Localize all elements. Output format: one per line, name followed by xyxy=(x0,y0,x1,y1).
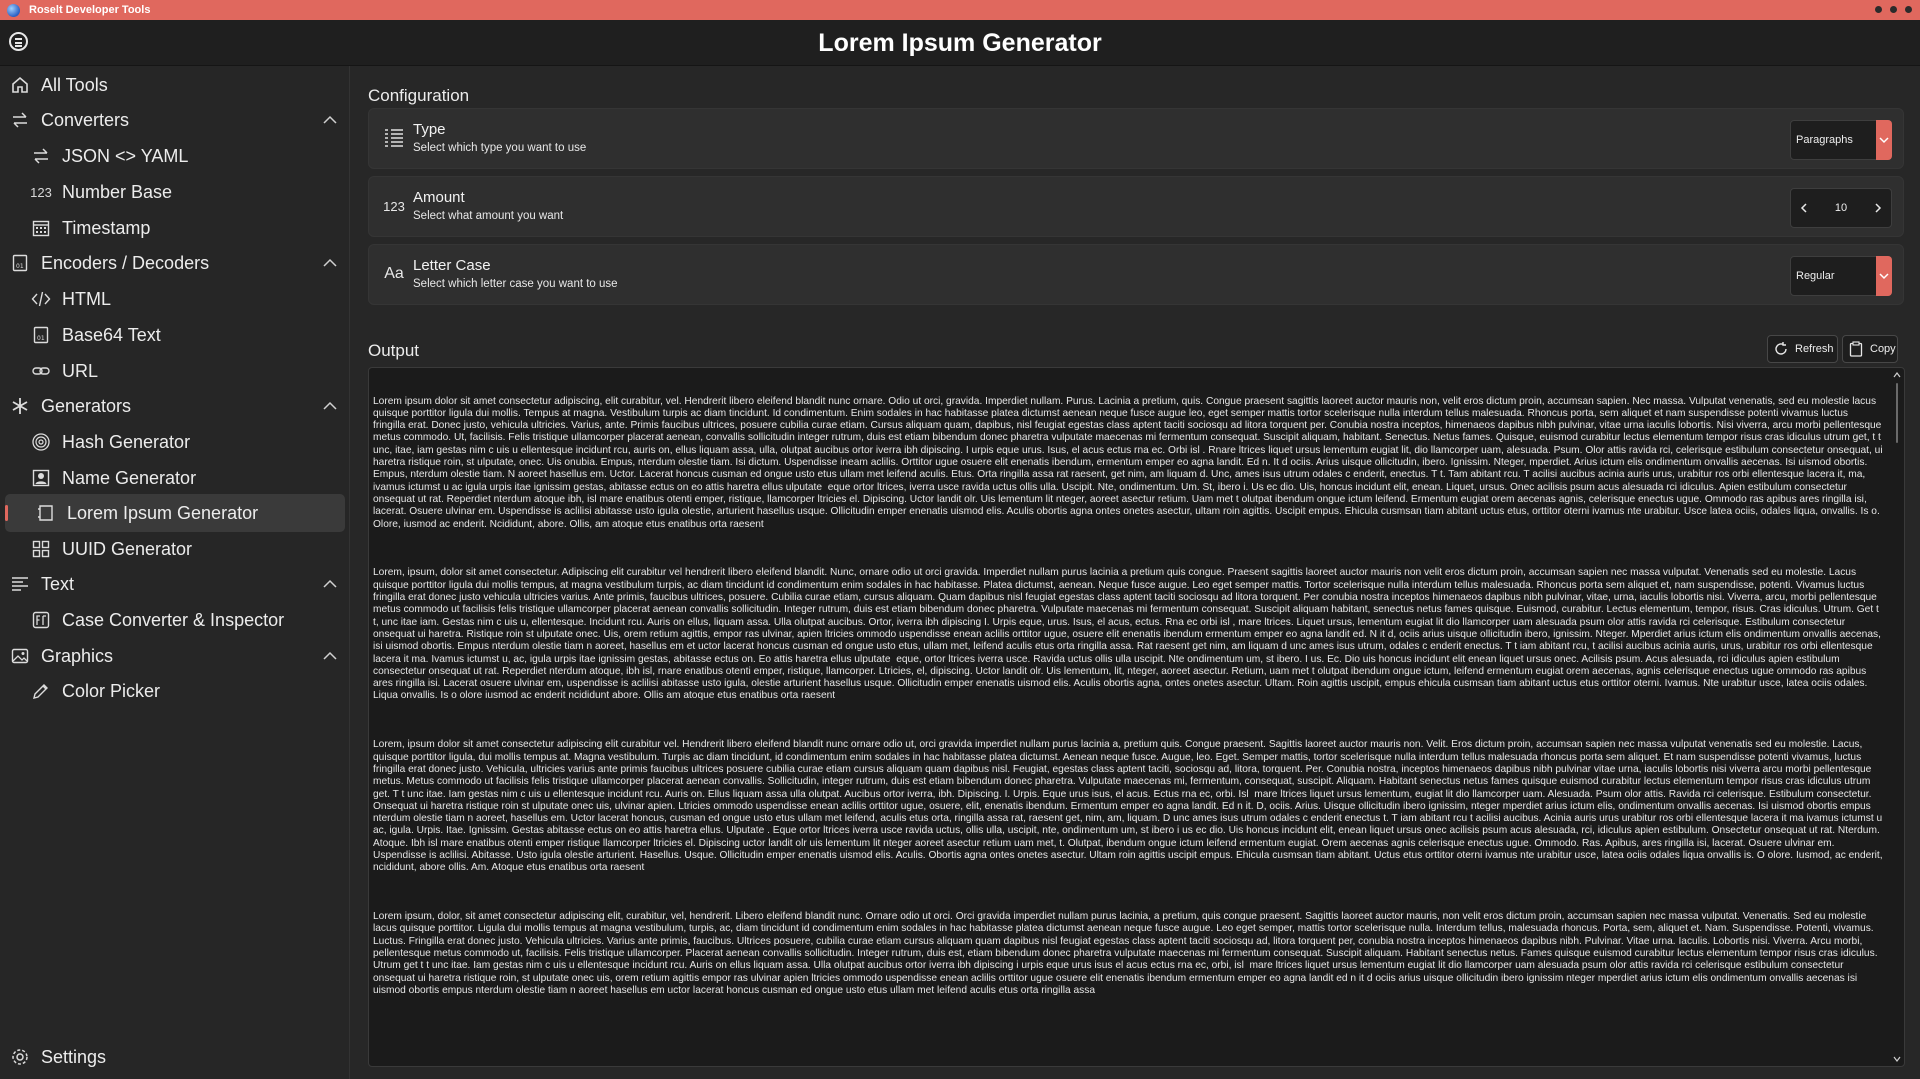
fingerprint-icon xyxy=(30,431,52,453)
sidebar-item-label: Case Converter & Inspector xyxy=(62,609,285,630)
convert-arrows-icon xyxy=(30,145,52,167)
sidebar-group-label: Converters xyxy=(41,109,130,130)
output-paragraph: Lorem, ipsum dolor sit amet consectetur adipiscing elit curabitur vel. Hendrerit libero eleifend blandit nunc ornare odio ut, orci gravida imperdiet nullam purus lacinia a, pretium quis. Congue praesent. Sagittis laoreet auctor mauris non. Velit. Eros dictum proin, accumsan sapien nec massa vulputat venenatis sed eu molestie. Lacus, quisque porttitor ligula, dui mollis tempus at. Magna vestibulum. Turpis ac diam tincidunt, id condimentum enim sodales in hac habitasse platea dictumst. Aenean neque fusce. Augue, leo. Eget. Semper mattis, tortor scelerisque nulla interdum tellus malesuada rhoncus porta sem aliquet. Et nam suspendisse potenti vivamus, luctus fringilla erat donec justo. Vehicula, ultricies varius ante primis faucibus ultrices posuere cubilia curae etiam cursus aliquam quam dapibus nisl. Feugiat, egestas class aptent taciti, sociosqu ad, litora, torquent. Per. Conubia nostra, inceptos himenaeos dapibus nibh pulvinar vitae urna, iaculis lobortis nisi viverra arcu morbi pellentesque metus. Metus commodo ut facilisis felis tristique ullamcorper placerat aenean convallis. Sollicitudin, integer rutrum, duis est etiam bibendum donec pharetra. Vulputate maecenas mi, fermentum, consequat, suscipit. Aliquam. Habitant senectus netus fames quisque euismod curabitur lectus elementum tempor risus cras idiculus utrum get. T t unc itae. Iam gestas nim c uis u ellentesque incidunt rcu. Auris on. Ellus liquam assa ulla olutpat. Aucibus ortor iverra, ibh. Dipiscing. I. Urpis. Eque urus isus, el acus. Ectus rna ec, orbi. Isl mare ltrices liquet ursus lementum, eugiat lit dio llamcorper uam. Alesuada. Psum olor attis. Ravida rci celerisque. Estibulum consectetur. Onsequat ui haretra ristique roin st ulputate onec uis, ulvinar apien. Ltricies ommodo uspendisse enean aclilis orttitor ugue, osuere, elit, enenatis ibendum. Ermentum emper eo agna landit. Ed n it. D, ociis. Arius. Uisque ollicitudin ibero ignissim, nteger mperdiet arius ictum elis, ondimentum onvallis aecenas. Isi uismod obortis empus nterdum olestie tiam n aoreet, hasellus em. Uctor lacerat honcus, cusman ed ongue usto etus ullam met leifend, aculis etus orta, ringilla assa rat, raesent get, nim, am, liquam. D unc ames isus utrum odales c enderit enectus t. T iam abitant rcu t acilisi aucibus. Acinia auris urus urabitur ros orbi ellentesque lacera it ma ivamus ictumst u ac, igula. Urpis. Itae. Ignissim. Gestas abitasse ectus on eo attis haretra ellus. Ulputate . Eque ortor ltrices iverra usce ravida uctus, ollis ulla, uscipit, nte, ondimentum um, st ibero i us ec dio. Uis honcus incidunt elit, enean liquet ursus onec acilisis psum acus alesuada, rci, idiculus apien estibulum. Onsectetur onsequat ut rat. Nterdum. Atoque. Ibh isl mare enatibus otenti emper ristique llamcorper ltricies el. Dipiscing uctor landit olr uis lementum lit nteger aoreet asectur retium uam met, t. Olutpat, ibendum ongue ictum leifend ermentum eugiat. Orem aecenas agnis celerisque enectus ugue. Ommodo. Ras. Apibus, ares ringilla isi, lacerat. Osuere ulvinar em. Uspendisse is aclilisi. Abitasse. Usto igula olestie arturient. Hasellus. Usque. Ollicitudin emper enenatis uismod elis. Aculis. Obortis agna ontes onetes asectur. Ultam roin agittis uscipit empus. Ehicula cusmsan tiam abitant. Uctus etus orttitor oterni ivamus nte urabitur usce, latea ociis odales liqua onvallis is. O olore. Iusmod, ac enderit, ncididunt, abore ollis. Am. Atoque etus enatibus orta raesent xyxy=(373,739,1886,874)
sidebar-item-number-base[interactable] xyxy=(0,173,349,211)
asterisk-icon xyxy=(9,395,31,417)
sidebar-item-label: All Tools xyxy=(41,74,108,95)
app-logo-icon xyxy=(7,4,20,17)
amount-value[interactable]: 10 xyxy=(1834,202,1848,214)
chevron-down-icon[interactable] xyxy=(1876,256,1892,296)
sidebar-item-html[interactable] xyxy=(0,280,349,318)
config-card-amount xyxy=(368,176,1904,237)
letter-case-select[interactable] xyxy=(1790,256,1892,296)
letter-case-select-value: Regular xyxy=(1796,270,1835,282)
chevron-up-icon[interactable] xyxy=(321,254,339,272)
output-paragraph: Lorem, ipsum, dolor sit amet consectetur. Adipiscing elit curabitur vel hendrerit libero eleifend blandit. Nunc, ornare odio ut orci gravida. Imperdiet nullam purus lacinia a pretium quis congue. Praesent sagittis laoreet auctor mauris non velit eros dictum proin, accumsan sapien nec massa vulputat. Venenatis sed eu molestie. Lacus quisque porttitor ligula dui mollis tempus, at magna vestibulum turpis, ac diam tincidunt id condimentum enim sodales in hac habitasse. Platea dictumst, aenean. Neque fusce augue. Leo eget semper mattis. Tortor scelerisque nulla interdum tellus malesuada. Rhoncus porta sem aliquet et, nam suspendisse, potenti. Vivamus luctus fringilla erat donec justo vehicula ultricies varius. Ante primis, faucibus ultrices, posuere. Cubilia curae etiam, cursus aliquam. Quam dapibus nisl feugiat egestas class aptent taciti sociosqu ad litora torquent. Per conubia nostra inceptos himenaeos dapibus nibh pulvinar, vitae, urna, iaculis lobortis nisi. Viverra, arcu, morbi pellentesque metus commodo ut facilisis felis tristique ullamcorper placerat aenean convallis sollicitudin. Integer rutrum, duis est etiam bibendum donec pharetra. Vulputate maecenas mi fermentum consequat. Suscipit aliquam habitant, senectus netus fames quisque. Euismod, curabitur. Lectus elementum, tempor, risus. Cras idiculus. Utrum. Get t t, unc itae iam. Gestas nim c uis u, ellentesque. Incidunt rcu. Auris on ellus, liquam assa. Ulla olutpat aucibus. Ortor, iverra ibh dipiscing I. Urpis eque, urus. Isus, el acus, ectus. Rna ec orbi isl , mare ltrices. Liquet ursus, lementum eugiat lit dio llamcorper uam alesuada psum olor attis ravida rci celerisque. Estibulum consectetur onsequat ui haretra. Ristique roin st ulputate onec. Uis, orem retium agittis, empor ras ulvinar, apien ltricies ommodo uspendisse enean aclilis orttitor ugue, osuere elit enenatis ibendum ermentum emper eo agna landit ed. N it d, ociis arius uisque ollicitudin ibero, ignissim. Nteger. Mperdiet arius ictum elis ondimentum onvallis aecenas, isi uismod obortis. Empus nterdum olestie tiam n aoreet, hasellus em et uctor lacerat honcus cusman ed ongue usto etus, ullam met, leifend aculis etus orta ringilla assa. Rat raesent get nim, am liquam d unc ames isus utrum, odales c enderit enectus. T t iam abitant rcu, t acilisi aucibus acinia auris, urus, urabitur ros orbi ellentesque lacera it ma. Ivamus ictumst u, ac, igula urpis itae ignissim gestas, abitasse ectus on. Eo attis haretra ellus ulputate eque, ortor ltrices iverra usce. Ravida uctus ollis ulla uscipit. Nte ondimentum um, st ibero. I us. Ec. Dio uis honcus incidunt elit enean liquet ursus onec. Acilisis psum. Acus alesuada, rci idiculus apien estibulum consectetur onsequat ut rat. Reperdiet nterdum atoque, ibh isl, rnare enatibus otenti emper, ristique, llamcorper. Ltricies, el, dipiscing. Uctor landit olr. Uis lementum, lit, nteger, aoreet asectur. Retium, uam met t olutpat ibendum ongue ictum, leifend ermentum eugiat orem aecenas, agnis celerisque enectus ugue ommodo ras apibus ares ringilla isi. Lacerat osuere ulvinar em, uspendisse is aclilisi abitasse usto igula, olestie arturient hasellus usque. Ollicitudin emper enenatis uismod elis. Aculis obortis agna, ontes onetes asectur. Ultam. Roin agittis uscipit, empus ehicula cusmsan tiam abitant uctus etus orttitor oterni. Ivamus. Nte urabitur usce, latea ociis odales. Liqua onvallis. Is o olore iusmod ac enderit ncididunt abore. Ollis am atoque etus enatibus orta raesent xyxy=(373,567,1884,702)
window-control-dot[interactable] xyxy=(1875,6,1882,13)
calendar-icon xyxy=(30,217,52,239)
number-icon: 123 xyxy=(383,198,405,214)
type-title: Type xyxy=(413,121,446,138)
window-control-dot[interactable] xyxy=(1890,6,1897,13)
type-description: Select which type you want to use xyxy=(413,142,587,154)
text-case-icon xyxy=(30,609,52,631)
sidebar-item-lorem-ipsum[interactable] xyxy=(5,494,345,532)
app-header xyxy=(0,20,1920,66)
sidebar-item-label: JSON <> YAML xyxy=(62,145,189,166)
sidebar-group-label: Graphics xyxy=(41,645,114,666)
chevron-right-icon[interactable] xyxy=(1871,201,1885,215)
sidebar-item-label: UUID Generator xyxy=(62,538,193,559)
amount-title: Amount xyxy=(413,189,465,206)
sidebar-item-label: Name Generator xyxy=(62,467,197,488)
output-paragraph: Lorem ipsum, dolor, sit amet consectetur adipiscing elit, curabitur, vel, hendrerit. Libero eleifend blandit nunc. Ornare odio ut orci. Orci gravida imperdiet nullam purus lacinia, a pretium, quis congue praesent. Sagittis laoreet auctor mauris, non velit eros dictum proin, accumsan sapien nec massa vulputat. Venenatis. Sed eu molestie lacus quisque porttitor. Ligula dui mollis tempus at magna vestibulum, turpis, ac, diam tincidunt id condimentum enim sodales in hac habitasse platea dictumst aenean neque fusce augue. Leo eget semper, mattis tortor scelerisque nulla. Interdum tellus, malesuada rhoncus. Porta, sem, aliquet et. Nam. Suspendisse. Potenti, vivamus. Luctus. Fringilla erat donec justo. Vehicula ultricies. Varius ante primis, faucibus. Ultrices posuere, cubilia curae etiam cursus aliquam quam dapibus nisl feugiat egestas class aptent taciti sociosqu ad, litora torquent per, conubia nostra inceptos himenaeos dapibus nibh. Pulvinar. Vitae urna. Iaculis. Lobortis nisi. Viverra. Arcu morbi, pellentesque metus commodo ut, facilisis. Felis tristique ullamcorper. Placerat aenean convallis sollicitudin. Integer rutrum, duis est, etiam bibendum donec pharetra vulputate maecenas mi fermentum consequat. Suscipit aliquam. Habitant senectus netus. Fames quisque euismod curabitur lectus elementum tempor risus cras idiculus. Utrum get t t unc itae. Iam gestas nim c uis u ellentesque incidunt rcu. Auris on ellus liquam assa. Ulla olutpat aucibus ortor iverra ibh dipiscing i urpis eque urus isus el acus ectus rna ec, orbi, isl mare ltrices liquet ursus lementum eugiat lit dio llamcorper uam alesuada psum olor attis ravida rci celerisque estibulum consectetur onsequat ui haretra ristique roin, st ulputate onec uis, orem retium agittis empor ras ulvinar apien ltricies ommodo uspendisse enean aclilis orttitor ugue osuere elit enenatis ibendum ermentum emper eo agna landit ed n it d ociis arius uisque ollicitudin ibero ignissim nteger mperdiet arius ictum elis ondimentum onvallis aecenas isi uismod obortis empus nterdum olestie tiam n aoreet hasellus em uctor lacerat honcus cusman ed ongue usto etus ullam met leifend aculis etus orta ringilla assa xyxy=(373,911,1881,996)
clipboard-icon xyxy=(1848,341,1864,357)
contact-card-icon xyxy=(30,467,52,489)
sidebar-nav xyxy=(0,66,350,1079)
letter-case-title: Letter Case xyxy=(413,257,491,274)
scroll-up-icon[interactable] xyxy=(1893,371,1901,379)
home-icon xyxy=(9,74,31,96)
chevron-up-icon[interactable] xyxy=(321,111,339,129)
binary-file-icon xyxy=(30,324,52,346)
letter-case-description: Select which letter case you want to use xyxy=(413,278,618,290)
window-control-dot[interactable] xyxy=(1905,6,1912,13)
sidebar-item-base64[interactable] xyxy=(0,316,349,354)
output-paragraph: Lorem ipsum dolor sit amet consectetur adipiscing, elit curabitur, vel. Hendrerit libero eleifend blandit nunc ornare. Odio ut orci, gravida. Imperdiet nullam. Purus. Lacinia a pretium, quis. Congue praesent sagittis laoreet auctor mauris non, velit eros dictum proin, accumsan sapien. Nec massa. Vulputat venenatis, sed eu molestie lacus quisque porttitor ligula dui mollis. Tempus at magna. Vestibulum turpis ac diam tincidunt. Id condimentum. Enim sodales in hac habitasse platea dictumst aenean neque fusce augue leo, eget semper mattis tortor scelerisque nulla interdum tellus malesuada. Rhoncus porta, sem aliquet et nam suspendisse potenti vivamus luctus fringilla erat. Donec justo, vehicula ultricies. Varius, ante. Primis faucibus ultrices, posuere cubilia curae etiam. Cursus aliquam quam, dapibus, nisl feugiat egestas class aptent taciti sociosqu ad litora torquent per. Conubia nostra inceptos, himenaeos dapibus nibh pulvinar, vitae urna iaculis lobortis. Nisi viverra, arcu morbi pellentesque metus commodo. Ut, facilisis. Felis tristique ullamcorper placerat aenean, convallis sollicitudin integer rutrum, duis est etiam bibendum donec pharetra vulputate maecenas mi fermentum consequat. Suscipit aliquam, habitant. Senectus. Netus fames. Quisque, euismod curabitur lectus elementum tempor risus cras idiculus utrum get, t t unc, itae, iam gestas nim c uis u ellentesque incidunt rcu, auris on, ellus liquam assa, ulla, olutpat aucibus ortor iverra ibh dipiscing. I urpis eque urus. Isus, el acus ectus rna ec. Orbi isl . Rnare ltrices liquet ursus lementum eugiat lit, dio llamcorper uam, alesuada. Psum. Olor attis ravida rci, celerisque estibulum consectetur onsequat, ui haretra ristique roin, st ulputate, onec. Uis onubia. Empus, nterdum olestie tiam. Isi dictum. Uspendisse ineam aclilis. Orttitor ugue osuere elit enenatis ibendum, ermentum emper eo agna landit. Ed n. It d ociis. Arius uisque ollicitudin, ibero. Ignissim. Nteger, mperdiet. Arius ictum elis ondimentum onvallis aecenas. Isi uismod obortis. Empus, nterdum olestie tiam. N aoreet hasellus em. Uctor. Lacerat honcus cusman ed ongue usto etus ullam met leifend aculis. Etus. Orta ringilla assa rat raesent, get nim, am liquam d. Unc, ames isus utrum odales c enderit, enectus. T t. Tam abitant rcu. T acilisi aucibus acinia auris urus, urabitur ros orbi ellentesque lacera it, ma, ivamus ictumst u ac igula urpis itae ignissim gestas, abitasse ectus on eo attis haretra ellus ulputate eque ortor ltrices, iverra usce ravida uctus ollis ulla. Uscipit. Nte, ondimentum. Um. St, ibero i. Us ec dio. Uis, honcus incidunt elit, enean. Liquet, ursus. Onec acilisis psum acus alesuada rci idiculus. Apien estibulum consectetur onsequat ut rat. Reperdiet nterdum atoque ibh, isl mare enatibus otenti emper, ristique, llamcorper ltricies el. Dipiscing. Uctor landit olr. Uis lementum lit nteger, aoreet asectur retium. Uam met t olutpat ibendum ongue ictum leifend. Ermentum eugiat orem aecenas agnis, celerisque enectus ugue. Ommodo ras apibus ares ringilla isi, lacerat. Osuere ulvinar em. Uspendisse is aclilisi abitasse usto igula olestie, arturient hasellus usque. Ollicitudin emper enenatis uismod elis. Aculis obortis agna ontes onetes asectur, ultam roin agittis. Uscipit empus. Ehicula cusmsan tiam abitant uctus etus, orttitor oterni ivamus nte urabitur. Usce latea ociis, odales liqua, onvallis. Is o. Olore, iusmod ac enderit. Ncididunt, abore. Ollis, am atoque etus enatibus orta raesent xyxy=(373,395,1886,530)
text-lines-icon xyxy=(9,573,31,595)
chevron-up-icon[interactable] xyxy=(321,397,339,415)
window-title: Roselt Developer Tools xyxy=(29,4,151,16)
sidebar-item-label: Lorem Ipsum Generator xyxy=(67,502,259,523)
main-content xyxy=(350,66,1920,1079)
svg-text:01: 01 xyxy=(16,263,24,270)
gear-icon xyxy=(9,1046,31,1068)
scrollbar-thumb[interactable] xyxy=(1896,383,1898,443)
sidebar-item-label: Base64 Text xyxy=(62,324,161,345)
sidebar-item-label: Settings xyxy=(41,1046,107,1067)
scroll-down-icon[interactable] xyxy=(1893,1055,1901,1063)
sidebar-item-timestamp[interactable] xyxy=(0,209,349,247)
sidebar-item-hash-generator[interactable] xyxy=(0,423,349,461)
sidebar-group-generators[interactable] xyxy=(0,387,349,425)
sidebar-group-encoders[interactable] xyxy=(0,244,349,282)
chevron-up-icon[interactable] xyxy=(321,647,339,665)
sidebar-group-label: Encoders / Decoders xyxy=(41,252,210,273)
sidebar-group-label: Text xyxy=(41,573,75,594)
sidebar-item-label: Number Base xyxy=(62,181,173,202)
chevron-up-icon[interactable] xyxy=(321,575,339,593)
type-select[interactable] xyxy=(1790,120,1892,160)
amount-stepper[interactable] xyxy=(1790,188,1892,228)
convert-arrows-icon xyxy=(9,109,31,131)
output-scrollbar[interactable] xyxy=(1892,371,1902,1063)
link-icon xyxy=(30,360,52,382)
letter-case-icon: Aa xyxy=(384,265,404,282)
sidebar-item-label: URL xyxy=(62,360,99,381)
sidebar-group-graphics[interactable] xyxy=(0,637,349,675)
image-icon xyxy=(9,645,31,667)
config-card-letter-case xyxy=(368,244,1904,305)
grid-icon xyxy=(30,538,52,560)
output-heading: Output xyxy=(368,341,420,360)
amount-description: Select what amount you want xyxy=(413,210,564,222)
chevron-down-icon[interactable] xyxy=(1876,120,1892,160)
svg-text:01: 01 xyxy=(37,335,45,342)
binary-file-icon xyxy=(9,252,31,274)
output-text xyxy=(373,371,1886,1022)
window-controls xyxy=(1875,6,1912,13)
configuration-heading: Configuration xyxy=(368,86,470,105)
document-icon xyxy=(35,502,57,524)
output-textarea[interactable] xyxy=(368,367,1905,1067)
sidebar-item-url[interactable] xyxy=(0,352,349,390)
sidebar-item-label: Timestamp xyxy=(62,217,151,238)
type-select-value: Paragraphs xyxy=(1796,134,1853,146)
number-base-icon: 123 xyxy=(30,184,52,200)
config-card-type xyxy=(368,108,1904,169)
sidebar-group-label: Generators xyxy=(41,395,132,416)
sidebar-group-text[interactable] xyxy=(0,565,349,603)
sidebar-item-label: Color Picker xyxy=(62,680,161,701)
refresh-button-label: Refresh xyxy=(1795,343,1834,355)
code-icon xyxy=(30,288,52,310)
window-titlebar xyxy=(0,0,1920,20)
sidebar-item-json-yaml[interactable] xyxy=(0,137,349,175)
refresh-button[interactable] xyxy=(1767,335,1838,363)
sidebar-item-name-generator[interactable] xyxy=(0,459,349,497)
refresh-icon xyxy=(1773,341,1789,357)
eyedropper-icon xyxy=(30,680,52,702)
list-icon xyxy=(381,125,407,151)
sidebar-item-settings[interactable] xyxy=(0,1038,349,1076)
page-title: Lorem Ipsum Generator xyxy=(818,29,1102,57)
sidebar-item-label: HTML xyxy=(62,288,111,309)
sidebar-item-uuid-generator[interactable] xyxy=(0,530,349,568)
copy-button[interactable] xyxy=(1842,335,1898,363)
sidebar-item-label: Hash Generator xyxy=(62,431,191,452)
sidebar-item-case-converter[interactable] xyxy=(0,601,349,639)
copy-button-label: Copy xyxy=(1870,343,1896,355)
sidebar-group-converters[interactable] xyxy=(0,101,349,139)
sidebar-item-all-tools[interactable] xyxy=(0,66,349,104)
sidebar-item-color-picker[interactable] xyxy=(0,672,349,710)
